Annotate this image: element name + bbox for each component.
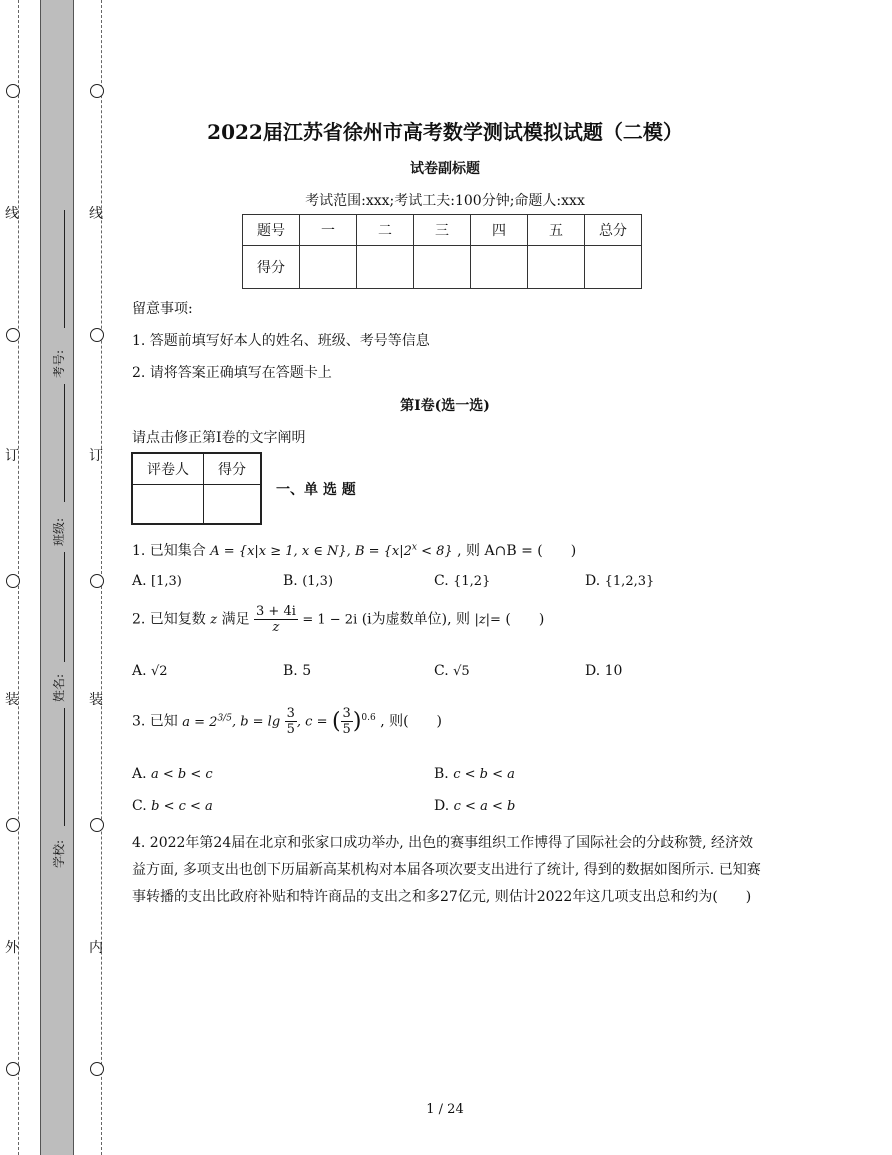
- question-3-a: $a = 2^{3/5}$: [182, 713, 232, 730]
- question-3-c-exp: 0.6: [361, 712, 376, 723]
- question-1-tail: , 则 A∩B = ( ): [457, 543, 577, 559]
- question-2-lead: 2. 已知复数: [132, 611, 206, 628]
- question-3: 3. 已知 $a = 2^{3/5}$, b = lg $\frac{3}{5}$ , c = ( $\frac{3}{5}$ )$^{0.6}$ , 则( ): [132, 706, 443, 737]
- question-3-tail: , 则( ): [380, 713, 443, 730]
- score-cell[interactable]: [585, 246, 642, 289]
- option-a[interactable]: A. a < b < c: [132, 766, 213, 782]
- score-cell[interactable]: [300, 246, 357, 289]
- binding-char-outer: 外: [5, 940, 19, 956]
- exam-number-label: 考号:: [52, 349, 66, 378]
- binding-char-inner: 装: [89, 692, 103, 708]
- question-2-fraction: $\frac{3 + 4i}{z}$: [256, 604, 296, 635]
- reviewer-table: [131, 452, 262, 525]
- binding-hole: [6, 328, 20, 342]
- reviewer-score-cell[interactable]: [204, 485, 262, 525]
- reviewer-score-header: 得分: [204, 453, 262, 485]
- binding-char-outer: 装: [5, 692, 19, 708]
- score-table-header: 一: [300, 215, 357, 246]
- notes-heading: 留意事项:: [132, 301, 193, 317]
- question-3-b: , b = lg: [231, 714, 281, 730]
- score-table-header: 二: [357, 215, 414, 246]
- option-a[interactable]: A. [1,3): [132, 573, 182, 589]
- question-2-tail: (i为虚数单位), 则: [361, 611, 470, 628]
- binding-hole: [90, 84, 104, 98]
- option-c[interactable]: C. √5: [434, 663, 470, 679]
- question-2-rhs: = 1 − 2i: [302, 612, 358, 628]
- option-b[interactable]: B. 5: [283, 663, 312, 679]
- page-title: 2022届江苏省徐州市高考数学测试模拟试题（二模）: [207, 120, 683, 144]
- reviewer-cell[interactable]: [132, 485, 204, 525]
- score-cell[interactable]: [528, 246, 585, 289]
- page-number: 1 / 24: [426, 1102, 464, 1117]
- score-table: [242, 214, 642, 289]
- binding-hole: [90, 1062, 104, 1076]
- exam-number-line[interactable]: [64, 210, 65, 328]
- name-label: 姓名:: [52, 673, 66, 702]
- score-cell[interactable]: [414, 246, 471, 289]
- section-name: 一、单 选 题: [276, 482, 356, 498]
- binding-hole: [6, 84, 20, 98]
- exam-info: 考试范围:xxx;考试工夫:100分钟;命题人:xxx: [305, 193, 585, 209]
- score-table-header: 题号: [243, 215, 300, 246]
- option-a[interactable]: A. √2: [132, 663, 168, 679]
- score-cell[interactable]: [471, 246, 528, 289]
- score-table-header: 总分: [585, 215, 642, 246]
- question-1: [132, 540, 576, 560]
- question-2-var: z: [210, 612, 218, 628]
- option-c[interactable]: C. {1,2}: [434, 573, 491, 589]
- question-2-mid: 满足: [221, 611, 250, 628]
- part-hint: 请点击修正第I卷的文字阐明: [132, 430, 306, 446]
- score-cell[interactable]: [357, 246, 414, 289]
- name-line[interactable]: [64, 552, 65, 662]
- option-b[interactable]: B. (1,3): [283, 573, 334, 589]
- binding-char-inner: 线: [89, 206, 103, 222]
- school-line[interactable]: [64, 708, 65, 826]
- option-b[interactable]: B. c < b < a: [434, 766, 515, 782]
- score-table-header: 三: [414, 215, 471, 246]
- binding-char-inner: 内: [89, 940, 103, 956]
- question-2: 2. 已知复数 z 满足 $\frac{3 + 4i}{z}$ = 1 − 2i (i为虚数单位), 则 |z|= ( ): [132, 604, 545, 635]
- question-2-abs: |z|=: [474, 612, 501, 628]
- question-3-b-fraction: $\frac{3}{5}$: [286, 706, 295, 737]
- binding-hole: [6, 574, 20, 588]
- question-3-lead: 3. 已知: [132, 713, 178, 730]
- question-3-c: , c =: [296, 714, 328, 730]
- score-row-label: 得分: [243, 246, 300, 289]
- question-1-sets: A = {x|x ≥ 1, x ∈ N}, $B = \{x|2^x < 8\}$: [210, 542, 453, 559]
- page-subtitle: 试卷副标题: [410, 161, 480, 177]
- binding-hole: [6, 818, 20, 832]
- question-4: 4. 2022年第24届在北京和张家口成功举办, 出色的赛事组织工作博得了国际社会的分歧称赞, 经济效益方面, 多项支出也创下历届新高某机构对本届各项次要支出进行了统计, 得到的数据如图所示. 已知赛事转播的支出比政府补贴和特许商品的支出之和多27亿元, 则估计2022年这几项支出总和约为( ): [132, 835, 761, 905]
- binding-gutter: [0, 0, 110, 1155]
- binding-char-outer: 线: [5, 206, 19, 222]
- grey-binding-strip: [40, 0, 74, 1155]
- score-table-score-row: [243, 246, 642, 289]
- score-table-header: 四: [471, 215, 528, 246]
- binding-hole: [90, 818, 104, 832]
- option-c[interactable]: C. b < c < a: [132, 798, 213, 814]
- question-1-lead: 1. 已知集合: [132, 543, 206, 559]
- question-3-c-fraction: $\frac{3}{5}$: [342, 706, 351, 737]
- score-table-header: 五: [528, 215, 585, 246]
- option-d[interactable]: D. 10: [585, 663, 623, 679]
- class-line[interactable]: [64, 384, 65, 502]
- binding-hole: [90, 574, 104, 588]
- school-label: 学校:: [52, 839, 66, 868]
- binding-char-inner: 订: [89, 448, 103, 464]
- option-d[interactable]: D. {1,2,3}: [585, 573, 655, 589]
- option-d[interactable]: D. c < a < b: [434, 798, 516, 814]
- part-title: 第I卷(选一选): [400, 398, 490, 414]
- reviewer-header: 评卷人: [132, 453, 204, 485]
- binding-hole: [6, 1062, 20, 1076]
- binding-hole: [90, 328, 104, 342]
- class-label: 班级:: [52, 517, 66, 546]
- score-table-header-row: [243, 215, 642, 246]
- binding-char-outer: 订: [5, 448, 19, 464]
- note-item: 2. 请将答案正确填写在答题卡上: [132, 365, 332, 381]
- note-item: 1. 答题前填写好本人的姓名、班级、考号等信息: [132, 333, 430, 349]
